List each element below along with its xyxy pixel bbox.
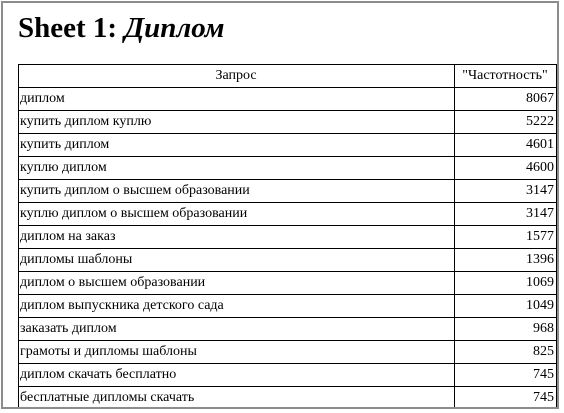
table-row [19, 111, 557, 134]
table-row [19, 88, 557, 111]
table-row [19, 203, 557, 226]
table-row [19, 341, 557, 364]
frequency-cell: 3147 [455, 203, 557, 226]
query-cell: грамоты и дипломы шаблоны [19, 341, 455, 364]
column-header-query: Запрос [19, 65, 455, 88]
frequency-cell: 4601 [455, 134, 557, 157]
table-row [19, 272, 557, 295]
frequency-cell: 3147 [455, 180, 557, 203]
frequency-cell: 1396 [455, 249, 557, 272]
column-header-frequency: "Частотность" [455, 65, 557, 88]
query-cell: диплом о высшем образовании [19, 272, 455, 295]
frequency-cell: 745 [455, 387, 557, 410]
table-row [19, 249, 557, 272]
frequency-cell: 8067 [455, 88, 557, 111]
query-cell: диплом скачать бесплатно [19, 364, 455, 387]
table-row [19, 180, 557, 203]
table-body [19, 88, 557, 410]
sheet-title [18, 11, 225, 45]
sheet-title-name: Диплом [124, 12, 225, 44]
frequency-cell: 1049 [455, 295, 557, 318]
table-row [19, 387, 557, 410]
table-row [19, 364, 557, 387]
query-cell: диплом выпускника детского сада [19, 295, 455, 318]
table-row [19, 134, 557, 157]
frequency-cell: 5222 [455, 111, 557, 134]
frequency-cell: 4600 [455, 157, 557, 180]
sheet-frame [1, 1, 559, 409]
frequency-cell: 1577 [455, 226, 557, 249]
query-cell: куплю диплом о высшем образовании [19, 203, 455, 226]
query-cell: купить диплом [19, 134, 455, 157]
frequency-cell: 825 [455, 341, 557, 364]
query-cell: диплом [19, 88, 455, 111]
query-cell: дипломы шаблоны [19, 249, 455, 272]
frequency-cell: 1069 [455, 272, 557, 295]
table-row [19, 157, 557, 180]
frequency-cell: 745 [455, 364, 557, 387]
table-header-row [19, 65, 557, 88]
query-cell: бесплатные дипломы скачать [19, 387, 455, 410]
query-frequency-table [18, 64, 557, 409]
query-cell: купить диплом куплю [19, 111, 455, 134]
table-row [19, 318, 557, 341]
frequency-cell: 968 [455, 318, 557, 341]
query-cell: купить диплом о высшем образовании [19, 180, 455, 203]
query-cell: куплю диплом [19, 157, 455, 180]
sheet-title-prefix: Sheet 1: [18, 12, 118, 44]
query-cell: диплом на заказ [19, 226, 455, 249]
table-row [19, 226, 557, 249]
query-cell: заказать диплом [19, 318, 455, 341]
table-row [19, 295, 557, 318]
